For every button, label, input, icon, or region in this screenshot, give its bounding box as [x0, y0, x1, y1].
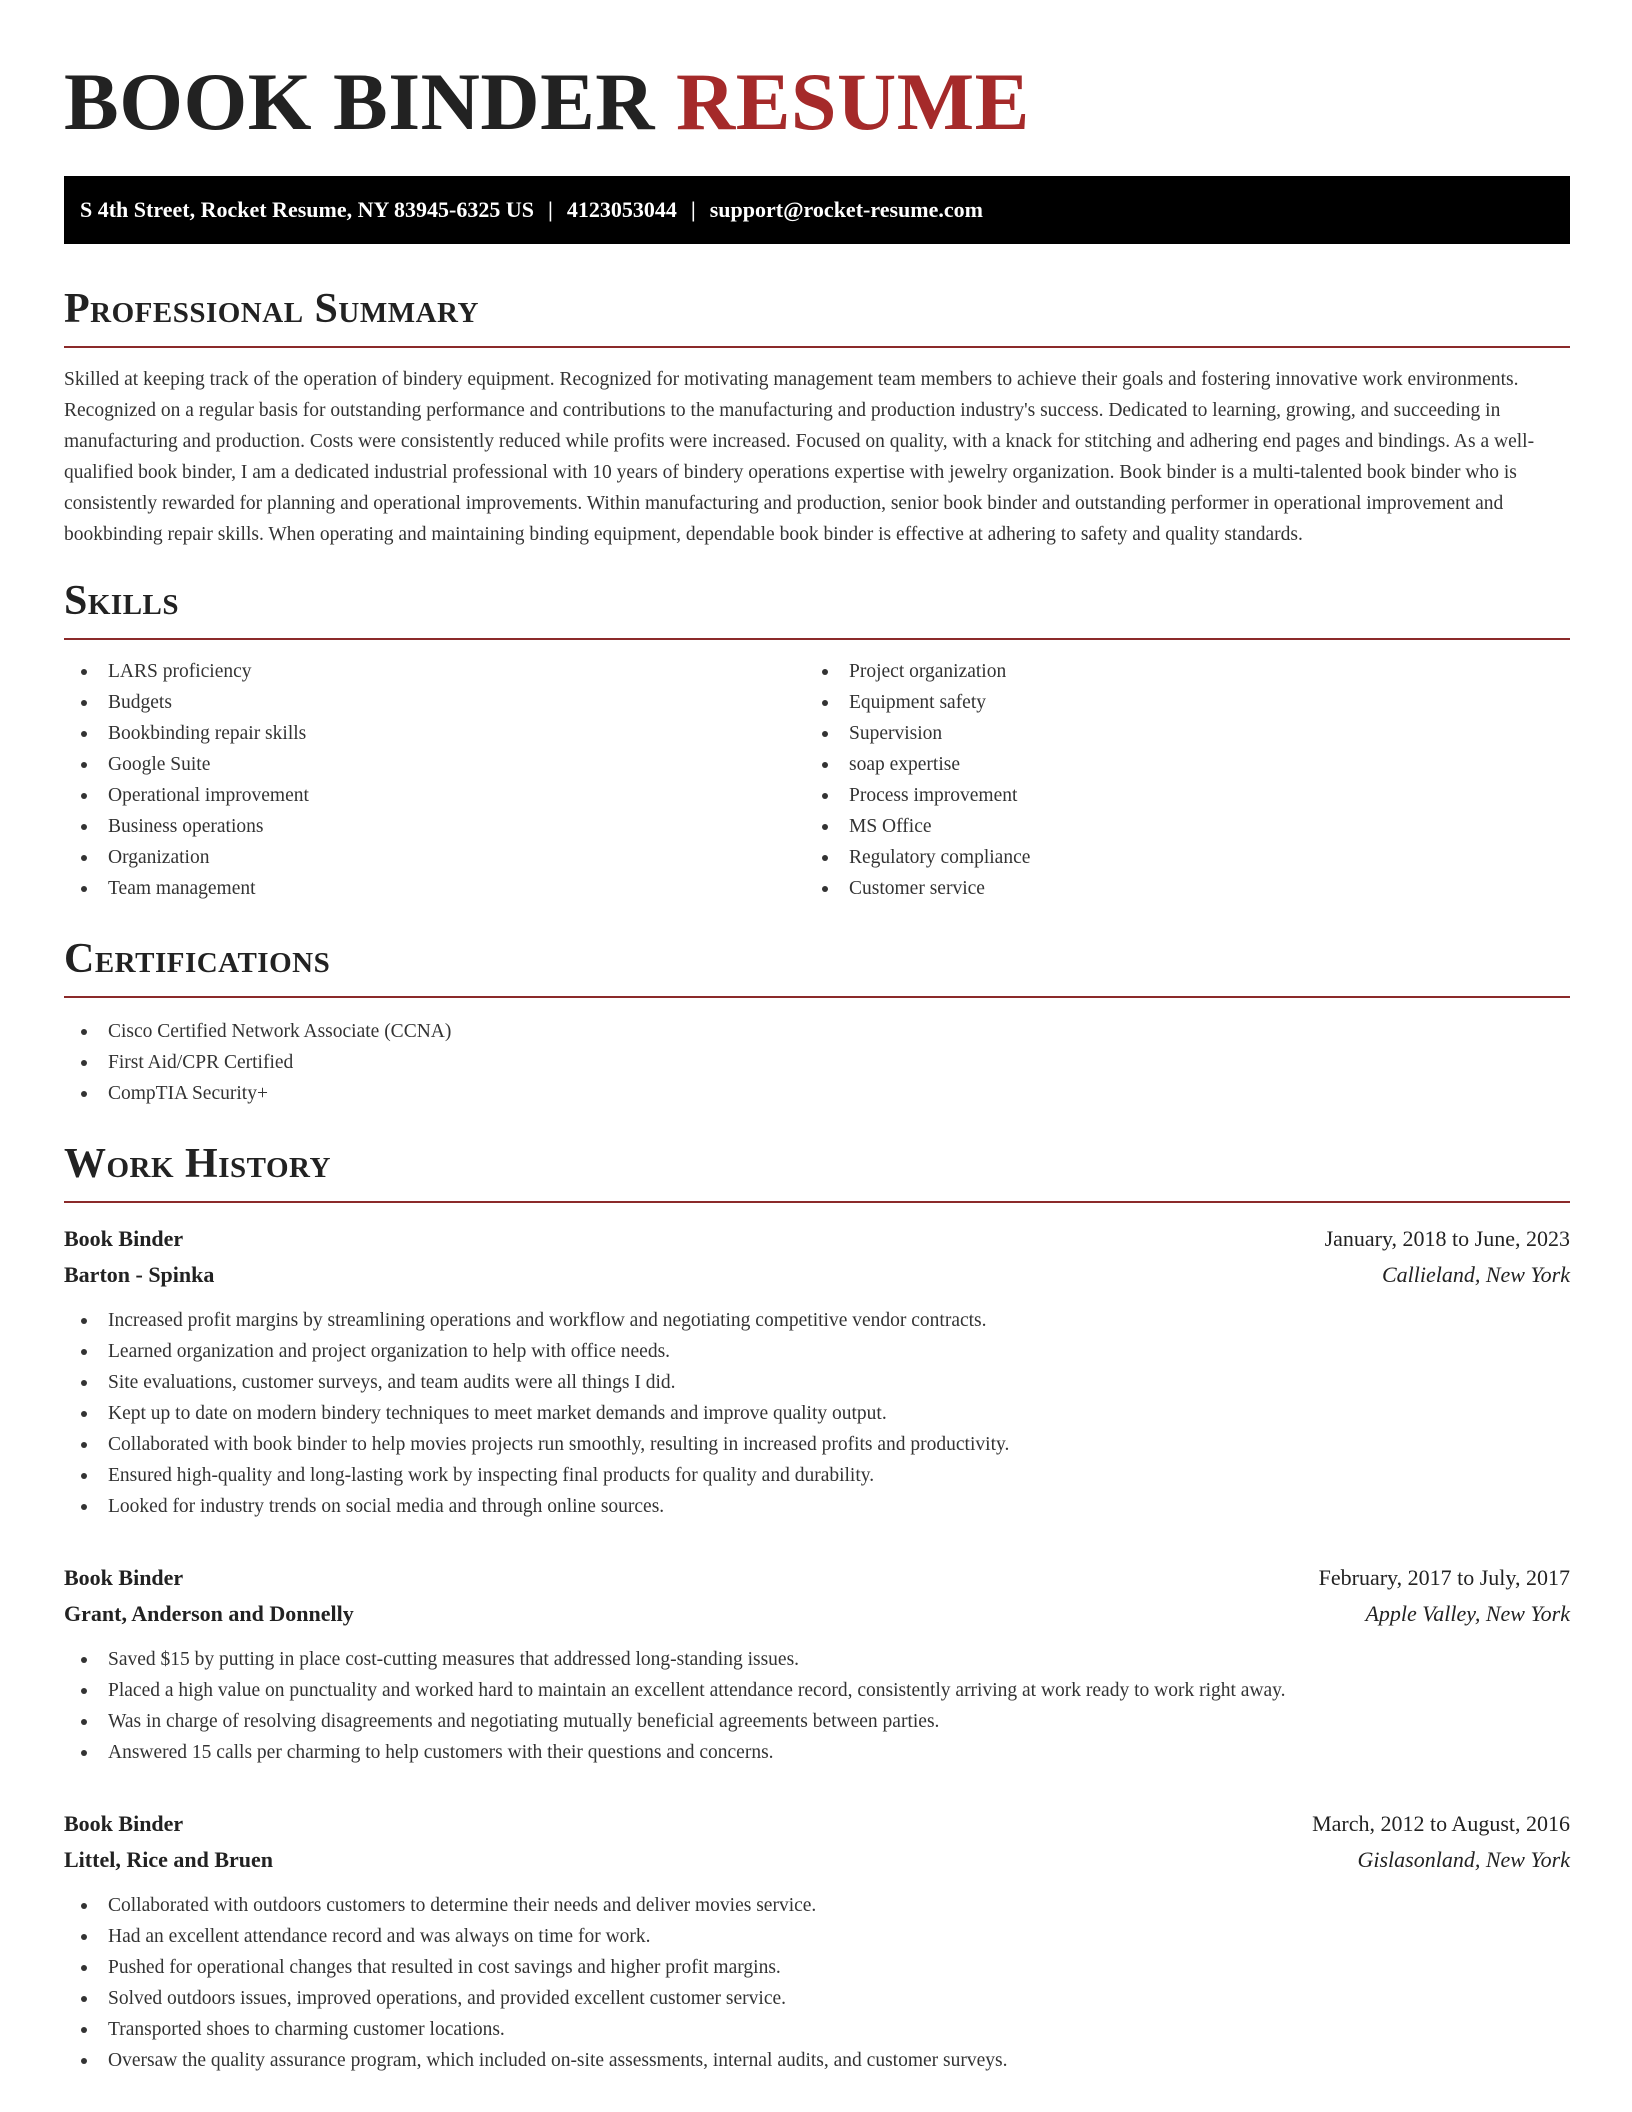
skill-item-text: Customer service	[849, 878, 985, 899]
certification-item-text: CompTIA Security+	[108, 1083, 268, 1104]
job-bullet	[64, 1890, 1570, 1921]
bullet-icon	[81, 1719, 87, 1725]
job-entry	[64, 1806, 1570, 2076]
skills-list-right	[805, 656, 1546, 904]
certification-item	[64, 1047, 1570, 1078]
contact-address: S 4th Street, Rocket Resume, NY 83945-6325 US	[80, 197, 535, 222]
job-bullets	[64, 1305, 1570, 1522]
certification-item-text: Cisco Certified Network Associate (CCNA)	[108, 1021, 452, 1042]
bullet-icon	[81, 1442, 87, 1448]
contact-separator: |	[690, 197, 696, 222]
job-location: Callieland, New York	[1381, 1262, 1570, 1287]
job-bullet	[64, 1921, 1570, 1952]
skill-item-text: Budgets	[108, 692, 172, 713]
job-bullet	[64, 1675, 1570, 1706]
bullet-icon	[81, 1411, 87, 1417]
job-header-row	[64, 1560, 1570, 1596]
contact-separator: |	[548, 197, 553, 222]
resume-page	[64, 0, 1570, 2076]
bullet-icon	[81, 2058, 87, 2064]
job-bullet-text: Learned organization and project organization to help with office needs.	[108, 1341, 671, 1362]
bullet-icon	[81, 1029, 87, 1035]
job-bullet	[64, 2014, 1570, 2045]
job-company: Littel, Rice and Bruen	[64, 1847, 273, 1872]
bullet-icon	[822, 886, 828, 892]
job-header-row	[64, 1221, 1570, 1257]
section-heading-certifications: Certifications	[64, 934, 1570, 998]
certifications-section	[64, 934, 1570, 1109]
job-bullet	[64, 1398, 1570, 1429]
skill-item-text: Organization	[108, 847, 210, 868]
certifications-list	[64, 1016, 1570, 1109]
job-title: Book Binder	[64, 1565, 184, 1590]
job-bullet	[64, 1336, 1570, 1367]
skill-item	[64, 842, 805, 873]
skill-item	[64, 687, 805, 718]
job-subheader-row	[64, 1596, 1570, 1632]
job-bullet-text: Increased profit margins by streamlining operations and workflow and negotiating competitive vendor contracts.	[108, 1310, 987, 1331]
bullet-icon	[81, 1349, 87, 1355]
skill-item-text: soap expertise	[849, 754, 961, 775]
job-bullet	[64, 1305, 1570, 1336]
job-bullet	[64, 1460, 1570, 1491]
skill-item	[805, 811, 1546, 842]
skill-item	[805, 842, 1546, 873]
skill-item-text: Regulatory compliance	[849, 847, 1031, 868]
bullet-icon	[81, 824, 87, 830]
resume-title	[64, 0, 1570, 152]
job-bullet-text: Ensured high-quality and long-lasting work by inspecting final products for quality and durability.	[108, 1465, 875, 1486]
skill-item	[64, 656, 805, 687]
job-bullet-text: Saved $15 by putting in place cost-cutting measures that addressed long-standing issues.	[108, 1649, 800, 1670]
job-bullet-text: Transported shoes to charming customer locations.	[108, 2019, 505, 2040]
job-bullet-text: Solved outdoors issues, improved operations, and provided excellent customer service.	[108, 1988, 787, 2009]
bullet-icon	[81, 855, 87, 861]
skill-item-text: Bookbinding repair skills	[108, 723, 307, 744]
bullet-icon	[81, 1091, 87, 1097]
job-bullet	[64, 1706, 1570, 1737]
skill-item-text: Business operations	[108, 816, 264, 837]
job-company: Grant, Anderson and Donnelly	[64, 1601, 354, 1626]
bullet-icon	[81, 762, 87, 768]
skill-item-text: Operational improvement	[108, 785, 309, 806]
job-bullet-text: Answered 15 calls per charming to help customers with their questions and concerns.	[108, 1742, 774, 1763]
section-heading-summary: Professional Summary	[64, 284, 1570, 348]
job-dates: March, 2012 to August, 2016	[1312, 1811, 1570, 1836]
skill-item	[64, 811, 805, 842]
job-bullet	[64, 1644, 1570, 1675]
bullet-icon	[822, 824, 828, 830]
bullet-icon	[81, 1965, 87, 1971]
bullet-icon	[81, 1318, 87, 1324]
job-dates: February, 2017 to July, 2017	[1318, 1565, 1570, 1590]
bullet-icon	[81, 700, 87, 706]
skill-item-text: Supervision	[849, 723, 943, 744]
skills-columns	[64, 656, 1570, 904]
job-bullet-text: Was in charge of resolving disagreements and negotiating mutually beneficial agreements between parties.	[108, 1711, 940, 1732]
skill-item-text: Equipment safety	[849, 692, 987, 713]
job-location: Apple Valley, New York	[1365, 1601, 1570, 1626]
job-bullet-text: Looked for industry trends on social media and through online sources.	[108, 1496, 665, 1517]
contact-email: support@rocket-resume.com	[709, 197, 983, 222]
job-bullet-text: Collaborated with book binder to help movies projects run smoothly, resulting in increased profits and productivity.	[108, 1434, 1010, 1455]
skill-item	[805, 749, 1546, 780]
bullet-icon	[81, 1060, 87, 1066]
job-bullet	[64, 1983, 1570, 2014]
job-bullet-text: Oversaw the quality assurance program, which included on-site assessments, internal audits, and customer surveys.	[108, 2050, 1008, 2071]
job-bullet	[64, 1491, 1570, 1522]
certification-item	[64, 1078, 1570, 1109]
job-bullet	[64, 2045, 1570, 2076]
skill-item-text: Team management	[108, 878, 256, 899]
certification-item	[64, 1016, 1570, 1047]
professional-summary-section	[64, 284, 1570, 550]
job-bullet	[64, 1429, 1570, 1460]
skill-item	[64, 873, 805, 904]
skills-list-left	[64, 656, 805, 904]
job-title: Book Binder	[64, 1226, 184, 1251]
bullet-icon	[822, 762, 828, 768]
contact-phone: 4123053044	[566, 197, 677, 222]
bullet-icon	[81, 669, 87, 675]
skill-item-text: Process improvement	[849, 785, 1018, 806]
job-header-row	[64, 1806, 1570, 1842]
skill-item	[64, 780, 805, 811]
bullet-icon	[822, 700, 828, 706]
bullet-icon	[81, 1934, 87, 1940]
skill-item	[805, 780, 1546, 811]
skill-item-text: LARS proficiency	[108, 661, 252, 682]
title-accent: RESUME	[676, 56, 1030, 147]
job-bullet-text: Collaborated with outdoors customers to determine their needs and deliver movies service.	[108, 1895, 817, 1916]
bullet-icon	[81, 2027, 87, 2033]
skill-item	[805, 656, 1546, 687]
job-dates: January, 2018 to June, 2023	[1324, 1226, 1570, 1251]
bullet-icon	[81, 1380, 87, 1386]
bullet-icon	[81, 793, 87, 799]
bullet-icon	[81, 731, 87, 737]
bullet-icon	[81, 1504, 87, 1510]
bullet-icon	[81, 1688, 87, 1694]
certification-item-text: First Aid/CPR Certified	[108, 1052, 294, 1073]
job-bullets	[64, 1890, 1570, 2076]
job-subheader-row	[64, 1842, 1570, 1878]
bullet-icon	[81, 1903, 87, 1909]
skill-item	[805, 687, 1546, 718]
job-bullet	[64, 1737, 1570, 1768]
job-bullet	[64, 1367, 1570, 1398]
job-title: Book Binder	[64, 1811, 184, 1836]
job-subheader-row	[64, 1257, 1570, 1293]
job-entry	[64, 1221, 1570, 1522]
job-bullet-text: Site evaluations, customer surveys, and team audits were all things I did.	[108, 1372, 676, 1393]
job-company: Barton - Spinka	[64, 1262, 215, 1287]
bullet-icon	[81, 1996, 87, 2002]
bullet-icon	[81, 886, 87, 892]
skill-item	[64, 749, 805, 780]
job-bullets	[64, 1644, 1570, 1768]
skill-item	[805, 718, 1546, 749]
skill-item-text: Google Suite	[108, 754, 211, 775]
bullet-icon	[822, 793, 828, 799]
job-bullet-text: Pushed for operational changes that resulted in cost savings and higher profit margins.	[108, 1957, 781, 1978]
bullet-icon	[822, 669, 828, 675]
job-location: Gislasonland, New York	[1357, 1847, 1570, 1872]
summary-text: Skilled at keeping track of the operation of bindery equipment. Recognized for motivating management team members to achieve their goals and fostering innovative work environments. Recognized on a regular basis for outstanding performance and contributions to the manufacturing and production industry's success. Dedicated to learning, growing, and succeeding in manufacturing and production. Costs were consistently reduced while profits were increased. Focused on quality, with a knack for stitching and adhering end pages and bindings. As a well-qualified book binder, I am a dedicated industrial professional with 10 years of bindery operations expertise with jewelry organization. Book binder is a multi-talented book binder who is consistently rewarded for planning and operational improvements. Within manufacturing and production, senior book binder and outstanding performer in operational improvement and bookbinding repair skills. When operating and maintaining binding equipment, dependable book binder is effective at adhering to safety and quality standards.	[64, 369, 1535, 545]
skill-item-text: MS Office	[849, 816, 932, 837]
section-heading-work-history: Work History	[64, 1139, 1570, 1203]
job-entry	[64, 1560, 1570, 1768]
job-bullet-text: Placed a high value on punctuality and worked hard to maintain an excellent attendance record, consistently arriving at work ready to work right away.	[108, 1680, 1286, 1701]
job-bullet-text: Had an excellent attendance record and was always on time for work.	[108, 1926, 651, 1947]
section-heading-skills: Skills	[64, 576, 1570, 640]
title-main: BOOK BINDER	[64, 56, 655, 147]
bullet-icon	[81, 1750, 87, 1756]
contact-bar	[64, 176, 1570, 244]
skill-item	[805, 873, 1546, 904]
work-history-section	[64, 1139, 1570, 2076]
skill-item-text: Project organization	[849, 661, 1007, 682]
skills-section	[64, 576, 1570, 904]
bullet-icon	[81, 1473, 87, 1479]
job-bullet-text: Kept up to date on modern bindery techniques to meet market demands and improve quality output.	[108, 1403, 887, 1424]
bullet-icon	[822, 731, 828, 737]
skill-item	[64, 718, 805, 749]
job-bullet	[64, 1952, 1570, 1983]
bullet-icon	[822, 855, 828, 861]
bullet-icon	[81, 1657, 87, 1663]
